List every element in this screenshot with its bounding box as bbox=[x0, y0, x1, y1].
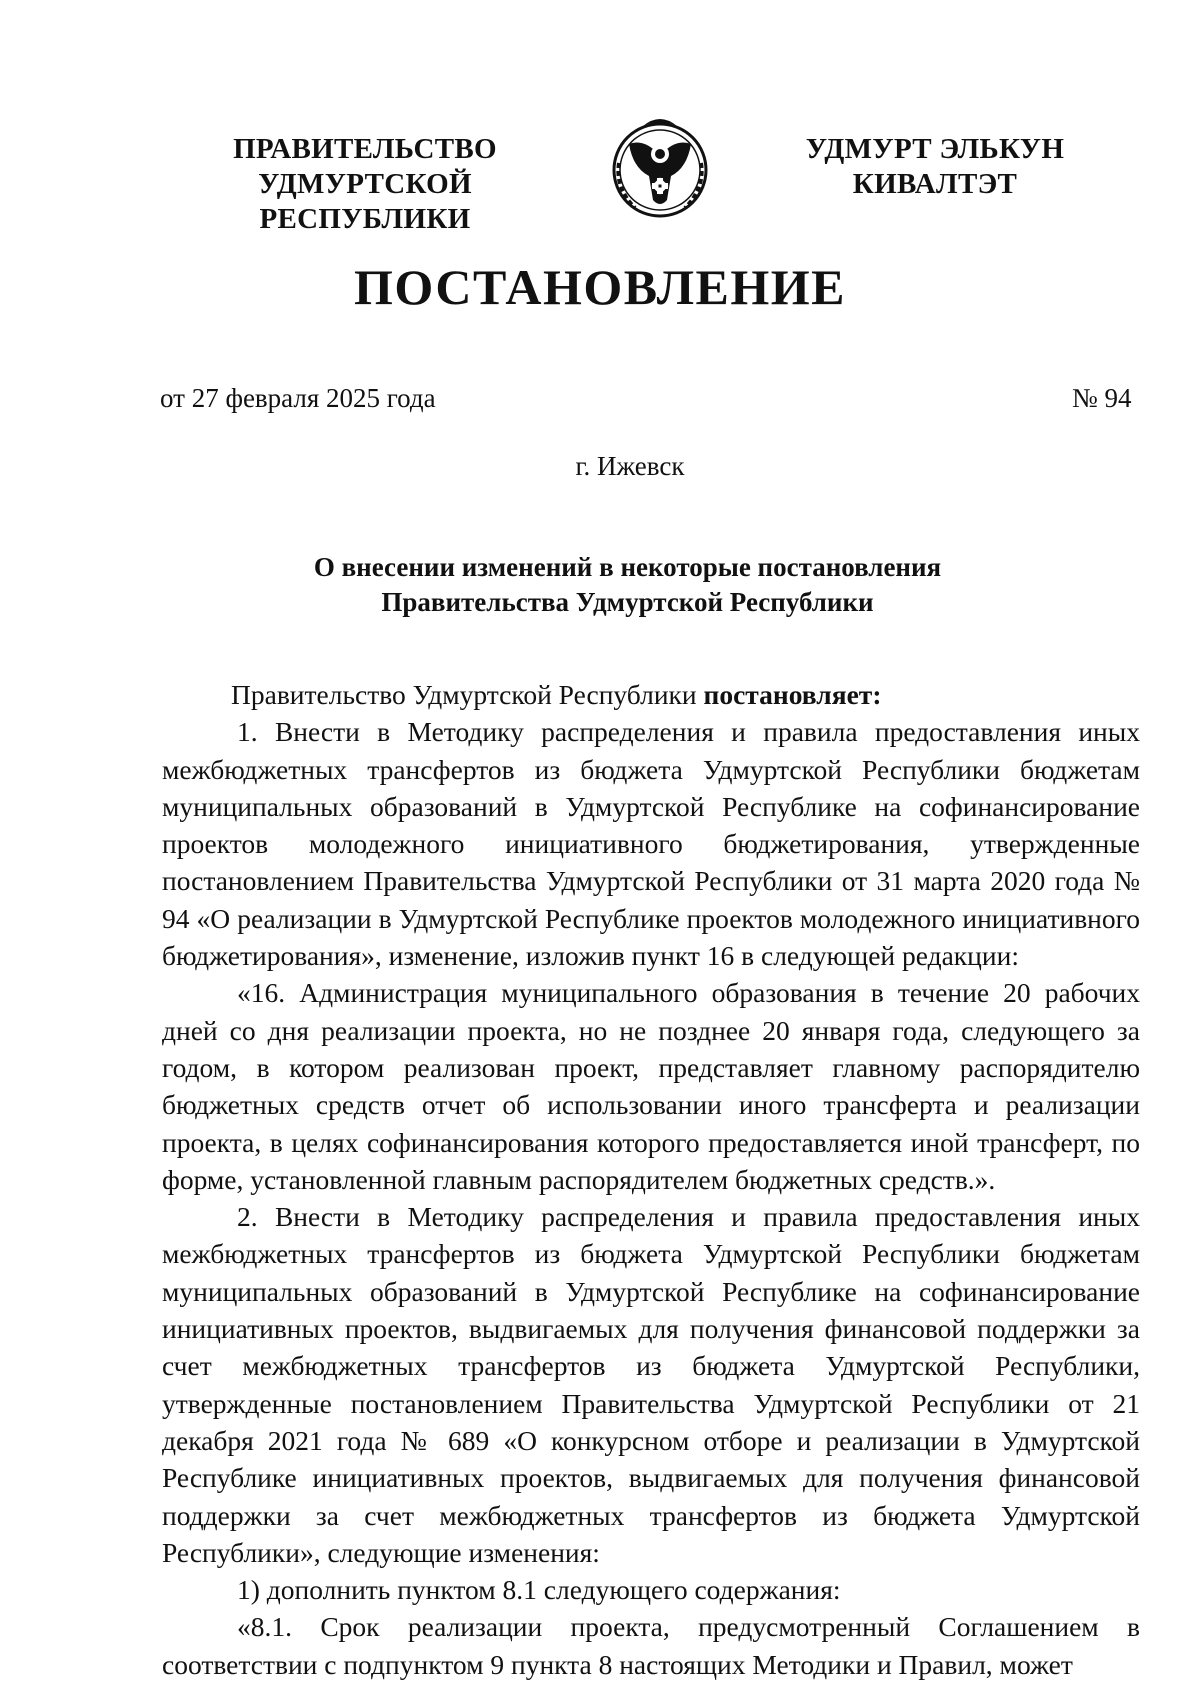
coat-of-arms-udmurtia-icon bbox=[605, 108, 715, 228]
document-title bbox=[0, 550, 1200, 620]
title-line-1: О внесении изменений в некоторые постановления bbox=[313, 552, 942, 582]
issuer-name-udmurt bbox=[795, 132, 1075, 202]
paragraph-1: 1. Внести в Методику распределения и правила предоставления иных межбюджетных трансфертов из бюджета Удмуртской Республики бюджетам муниципальных образований в Удмуртской Республике на софинансирование проектов молодежного инициативного бюджетирования, утвержденные постановлением Правительства Удмуртской Республики от 31 марта 2020 года № 94 «О реализации в Удмуртской Республике проектов молодежного инициативного бюджетирования», изменение, изложив пункт 16 в следующей редакции: bbox=[162, 716, 1140, 972]
paragraph-quote-8-1: «8.1. Срок реализации проекта, предусмотренный Соглашением в соответствии с подпунктом 9 пункта 8 настоящих Методики и Правил, может bbox=[162, 1611, 1140, 1680]
paragraph-2: 2. Внести в Методику распределения и правила предоставления иных межбюджетных трансфертов из бюджета Удмуртской Республики бюджетам муниципальных образований в Удмуртской Республике на софинансирование инициативных проектов, выдвигаемых для получения финансовой поддержки за счет межбюджетных трансфертов из бюджета Удмуртской Республики, утвержденные постановлением Правительства Удмуртской Республики от 21 декабря 2021 года № 689 «О конкурсном отборе и реализации в Удмуртской Республике инициативных проектов, выдвигаемых для получения финансовой поддержки за счет межбюджетных трансфертов из бюджета Удмуртской Республики», следующие изменения: bbox=[162, 1201, 1140, 1568]
document-date: от 27 февраля 2025 года bbox=[160, 383, 436, 413]
issuer-line-1: ПРАВИТЕЛЬСТВО bbox=[233, 133, 497, 165]
paragraph-quote-16: «16. Администрация муниципального образования в течение 20 рабочих дней со дня реализации проекта, но не позднее 20 января года, следующего за годом, в котором реализован проект, представляет главному распорядителю бюджетных средств отчет об использовании иного трансферта и реализации проекта, в целях софинансирования которого предоставляется иной трансферт, по форме, установленной главным распорядителем бюджетных средств.». bbox=[162, 977, 1140, 1195]
intro-paragraph bbox=[162, 676, 1140, 713]
document-city: г. Ижевск bbox=[575, 451, 685, 481]
issuer-name-russian bbox=[150, 132, 580, 237]
intro-text: Правительство Удмуртской Республики bbox=[231, 679, 704, 710]
title-line-2: Правительства Удмуртской Республики bbox=[381, 587, 874, 617]
document-body bbox=[162, 676, 1140, 1683]
issuer-udmurt-line-2: КИВАЛТЭТ bbox=[852, 168, 1018, 200]
document-number: № 94 bbox=[1072, 383, 1132, 413]
issuer-line-2: УДМУРТСКОЙ РЕСПУБЛИКИ bbox=[258, 168, 472, 235]
paragraph-sub-1: 1) дополнить пунктом 8.1 следующего содержания: bbox=[237, 1574, 841, 1606]
document-type: ПОСТАНОВЛЕНИЕ bbox=[354, 259, 846, 315]
intro-bold-text: постановляет: bbox=[703, 679, 882, 710]
issuer-udmurt-line-1: УДМУРТ ЭЛЬКУН bbox=[805, 133, 1065, 165]
